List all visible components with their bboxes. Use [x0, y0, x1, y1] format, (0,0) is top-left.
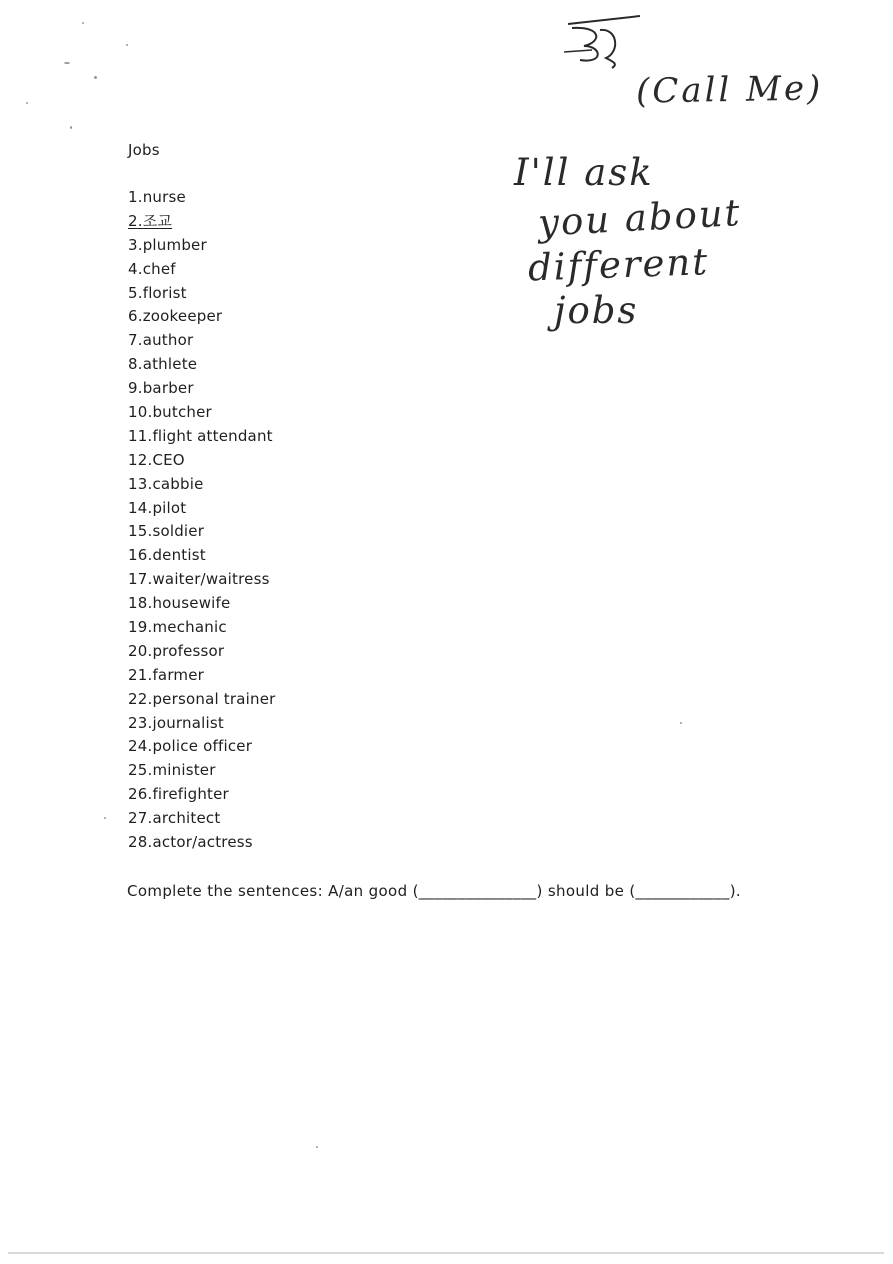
list-item: 1.nurse: [128, 188, 186, 206]
list-item: 12.CEO: [128, 450, 185, 469]
list-item: 22.personal trainer: [128, 689, 276, 708]
list-item: 23.journalist: [128, 713, 224, 732]
handwritten-call-me: (Call Me): [635, 68, 824, 112]
scan-edge: [8, 1252, 884, 1254]
handwritten-note: [514, 150, 742, 334]
list-item: 19.mechanic: [128, 618, 227, 637]
instruction-text: Complete the sentences: A/an good (_______________) should be (____________).: [127, 882, 742, 900]
list-item: 2.조교: [128, 211, 173, 230]
handwritten-note-line-3: different: [527, 240, 710, 290]
list-item: 25.minister: [128, 761, 216, 780]
scan-speck: [680, 722, 682, 724]
jobs-list: [128, 188, 276, 857]
list-item: 4.chef: [128, 259, 176, 278]
list-item: 26.firefighter: [128, 785, 229, 804]
list-item: 5.florist: [128, 283, 187, 302]
list-item: 28.actor/actress: [128, 833, 253, 852]
list-item: 10.butcher: [128, 403, 212, 422]
list-item: 3.plumber: [128, 235, 207, 254]
list-item: 7.author: [128, 331, 194, 350]
list-item: 6.zookeeper: [128, 307, 223, 326]
list-item: 17.waiter/waitress: [128, 570, 270, 589]
scan-speck: [316, 1146, 318, 1148]
page-title: Jobs: [128, 141, 160, 159]
list-item: 15.soldier: [128, 522, 205, 541]
list-item: 20.professor: [128, 641, 225, 660]
list-item: 11.flight attendant: [128, 426, 273, 445]
scan-speck: [82, 22, 84, 24]
list-item: 21.farmer: [128, 665, 205, 684]
handwritten-note-line-4: jobs: [554, 289, 639, 332]
scan-speck: [126, 44, 128, 46]
list-item: 24.police officer: [128, 737, 253, 756]
list-item: 8.athlete: [128, 355, 198, 374]
scan-speck: [26, 102, 28, 104]
list-item: 27.architect: [128, 809, 221, 828]
list-item: 14.pilot: [128, 498, 187, 517]
list-item: 16.dentist: [128, 546, 206, 565]
scan-speck: [104, 817, 106, 819]
list-item: 9.barber: [128, 379, 194, 398]
list-item: 18.housewife: [128, 594, 231, 613]
scan-speck: [70, 126, 72, 129]
handwritten-note-line-2: you about: [536, 191, 743, 245]
scan-speck: [64, 62, 70, 64]
list-item: 13.cabbie: [128, 474, 204, 493]
scan-speck: [94, 76, 97, 79]
handwritten-note-line-1: I'll ask: [514, 151, 654, 194]
handwritten-scribble: [562, 12, 644, 70]
